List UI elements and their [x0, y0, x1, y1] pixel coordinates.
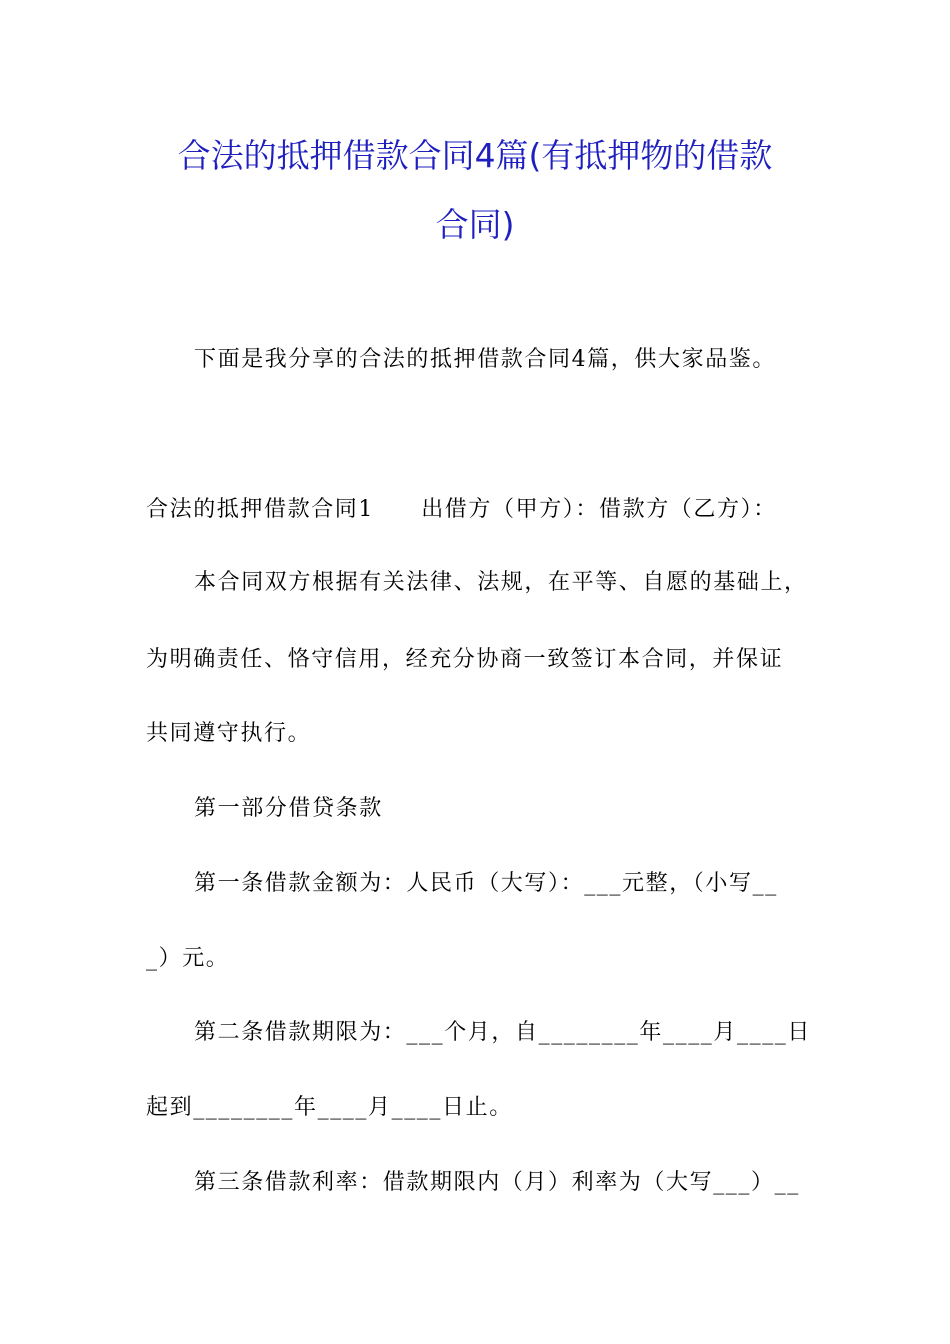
paragraph-line: 为明确责任、恪守信用，经充分协商一致签订本合同，并保证	[146, 647, 784, 672]
article-2-line-1: 第二条借款期限为：___个月，自________年____月____日	[194, 1020, 812, 1045]
article-1-line-1: 第一条借款金额为：人民币（大写）：___元整，（小写__	[194, 871, 778, 896]
document-title-line-1: 合法的抵押借款合同4篇(有抵押物的借款	[177, 136, 773, 175]
article-3-line-1: 第三条借款利率：借款期限内（月）利率为（大写___）__	[194, 1170, 800, 1195]
contract-1-heading: 合法的抵押借款合同1 出借方（甲方）：借款方（乙方）：	[146, 497, 777, 522]
paragraph-line: 共同遵守执行。	[146, 721, 312, 746]
paragraph-line: 本合同双方根据有关法律、法规，在平等、自愿的基础上，	[194, 570, 808, 595]
document-title-line-2: 合同)	[435, 205, 515, 244]
part-1-heading: 第一部分借贷条款	[194, 796, 383, 821]
article-1-line-2: _）元。	[146, 946, 230, 971]
article-2-line-2: 起到________年____月____日止。	[146, 1095, 513, 1120]
intro-paragraph: 下面是我分享的合法的抵押借款合同4篇，供大家品鉴。	[194, 347, 776, 372]
